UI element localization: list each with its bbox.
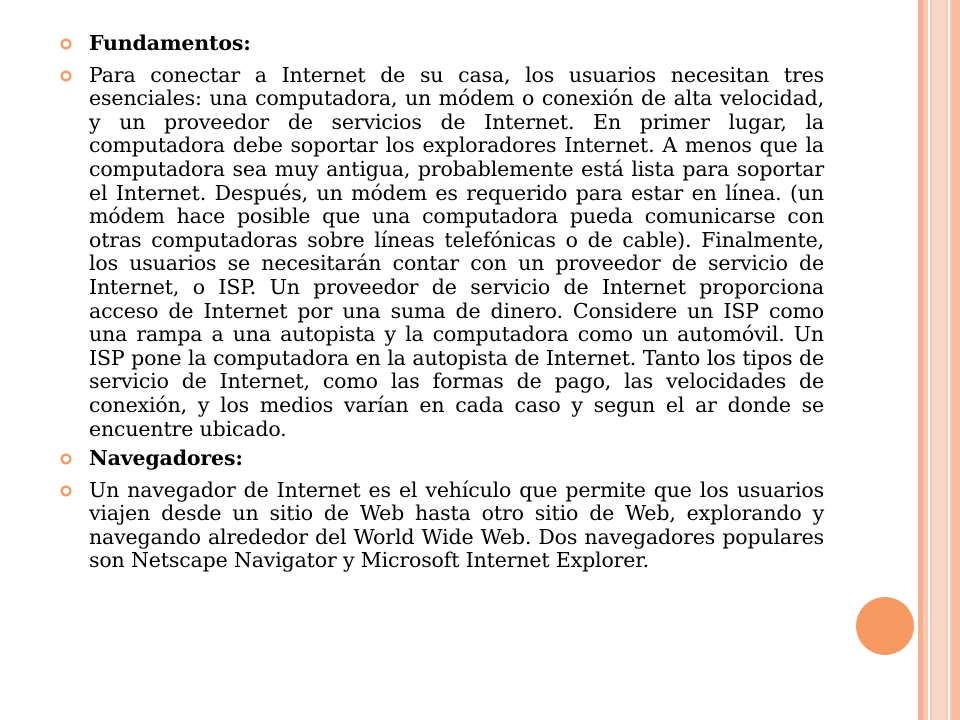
slide-content [60,32,824,579]
ring-bullet-icon [60,453,72,465]
bullet-text: Fundamentos: [89,31,251,55]
ring-bullet-icon [60,70,72,82]
bullet-heading-fundamentos [60,32,824,56]
pillar-stripe [918,0,923,720]
pillar-stripe [928,0,930,720]
pillar-stripe [932,0,946,720]
decorative-orange-circle [856,597,914,655]
bullet-text: Navegadores: [89,446,243,471]
ring-bullet-icon [60,485,72,497]
pillar-stripe [952,0,960,720]
bullet-paragraph-navegadores [60,479,824,573]
bullet-heading-navegadores [60,447,824,471]
pillar-stripe [948,0,950,720]
bullet-text: Un navegador de Internet es el vehículo que permite que los usuarios viajen desde un sitio de Web hasta otro sitio de Web, explorando y navegando alrededor del World Wide Web. Dos navegadores populares son Netscape Navigator y Microsoft Internet Explorer. [89,477,824,573]
ring-bullet-icon [60,38,72,50]
bullet-text: Para conectar a Internet de su casa, los usuarios necesitan tres esenciales: una computadora, un módem o conexión de alta velocidad, y un proveedor de servicios de Internet. En primer lugar, la computadora debe soportar los exploradores Internet. A menos que la computadora sea muy antigua, probablemente está lista para soportar el Internet. Después, un módem es requerido para estar en línea. (un módem hace posible que una computadora pueda comunicarse con otras computadoras sobre líneas telefónicas o de cable). Finalmente, los usuarios se necesitarán contar con un proveedor de servicio de Internet, o ISP. Un proveedor de servicio de Internet proporciona acceso de Internet por una suma de dinero. Considere un ISP como una rampa a una autopista y la computadora como un automóvil. Un ISP pone la computadora en la autopista de Internet. Tanto los tipos de servicio de Internet, como las formas de pago, las velocidades de conexión, y los medios varían en cada caso y segun el ar donde se encuentre ubicado. [89,62,824,441]
bullet-paragraph-fundamentos [60,64,824,442]
decorative-side-pillar [918,0,960,720]
